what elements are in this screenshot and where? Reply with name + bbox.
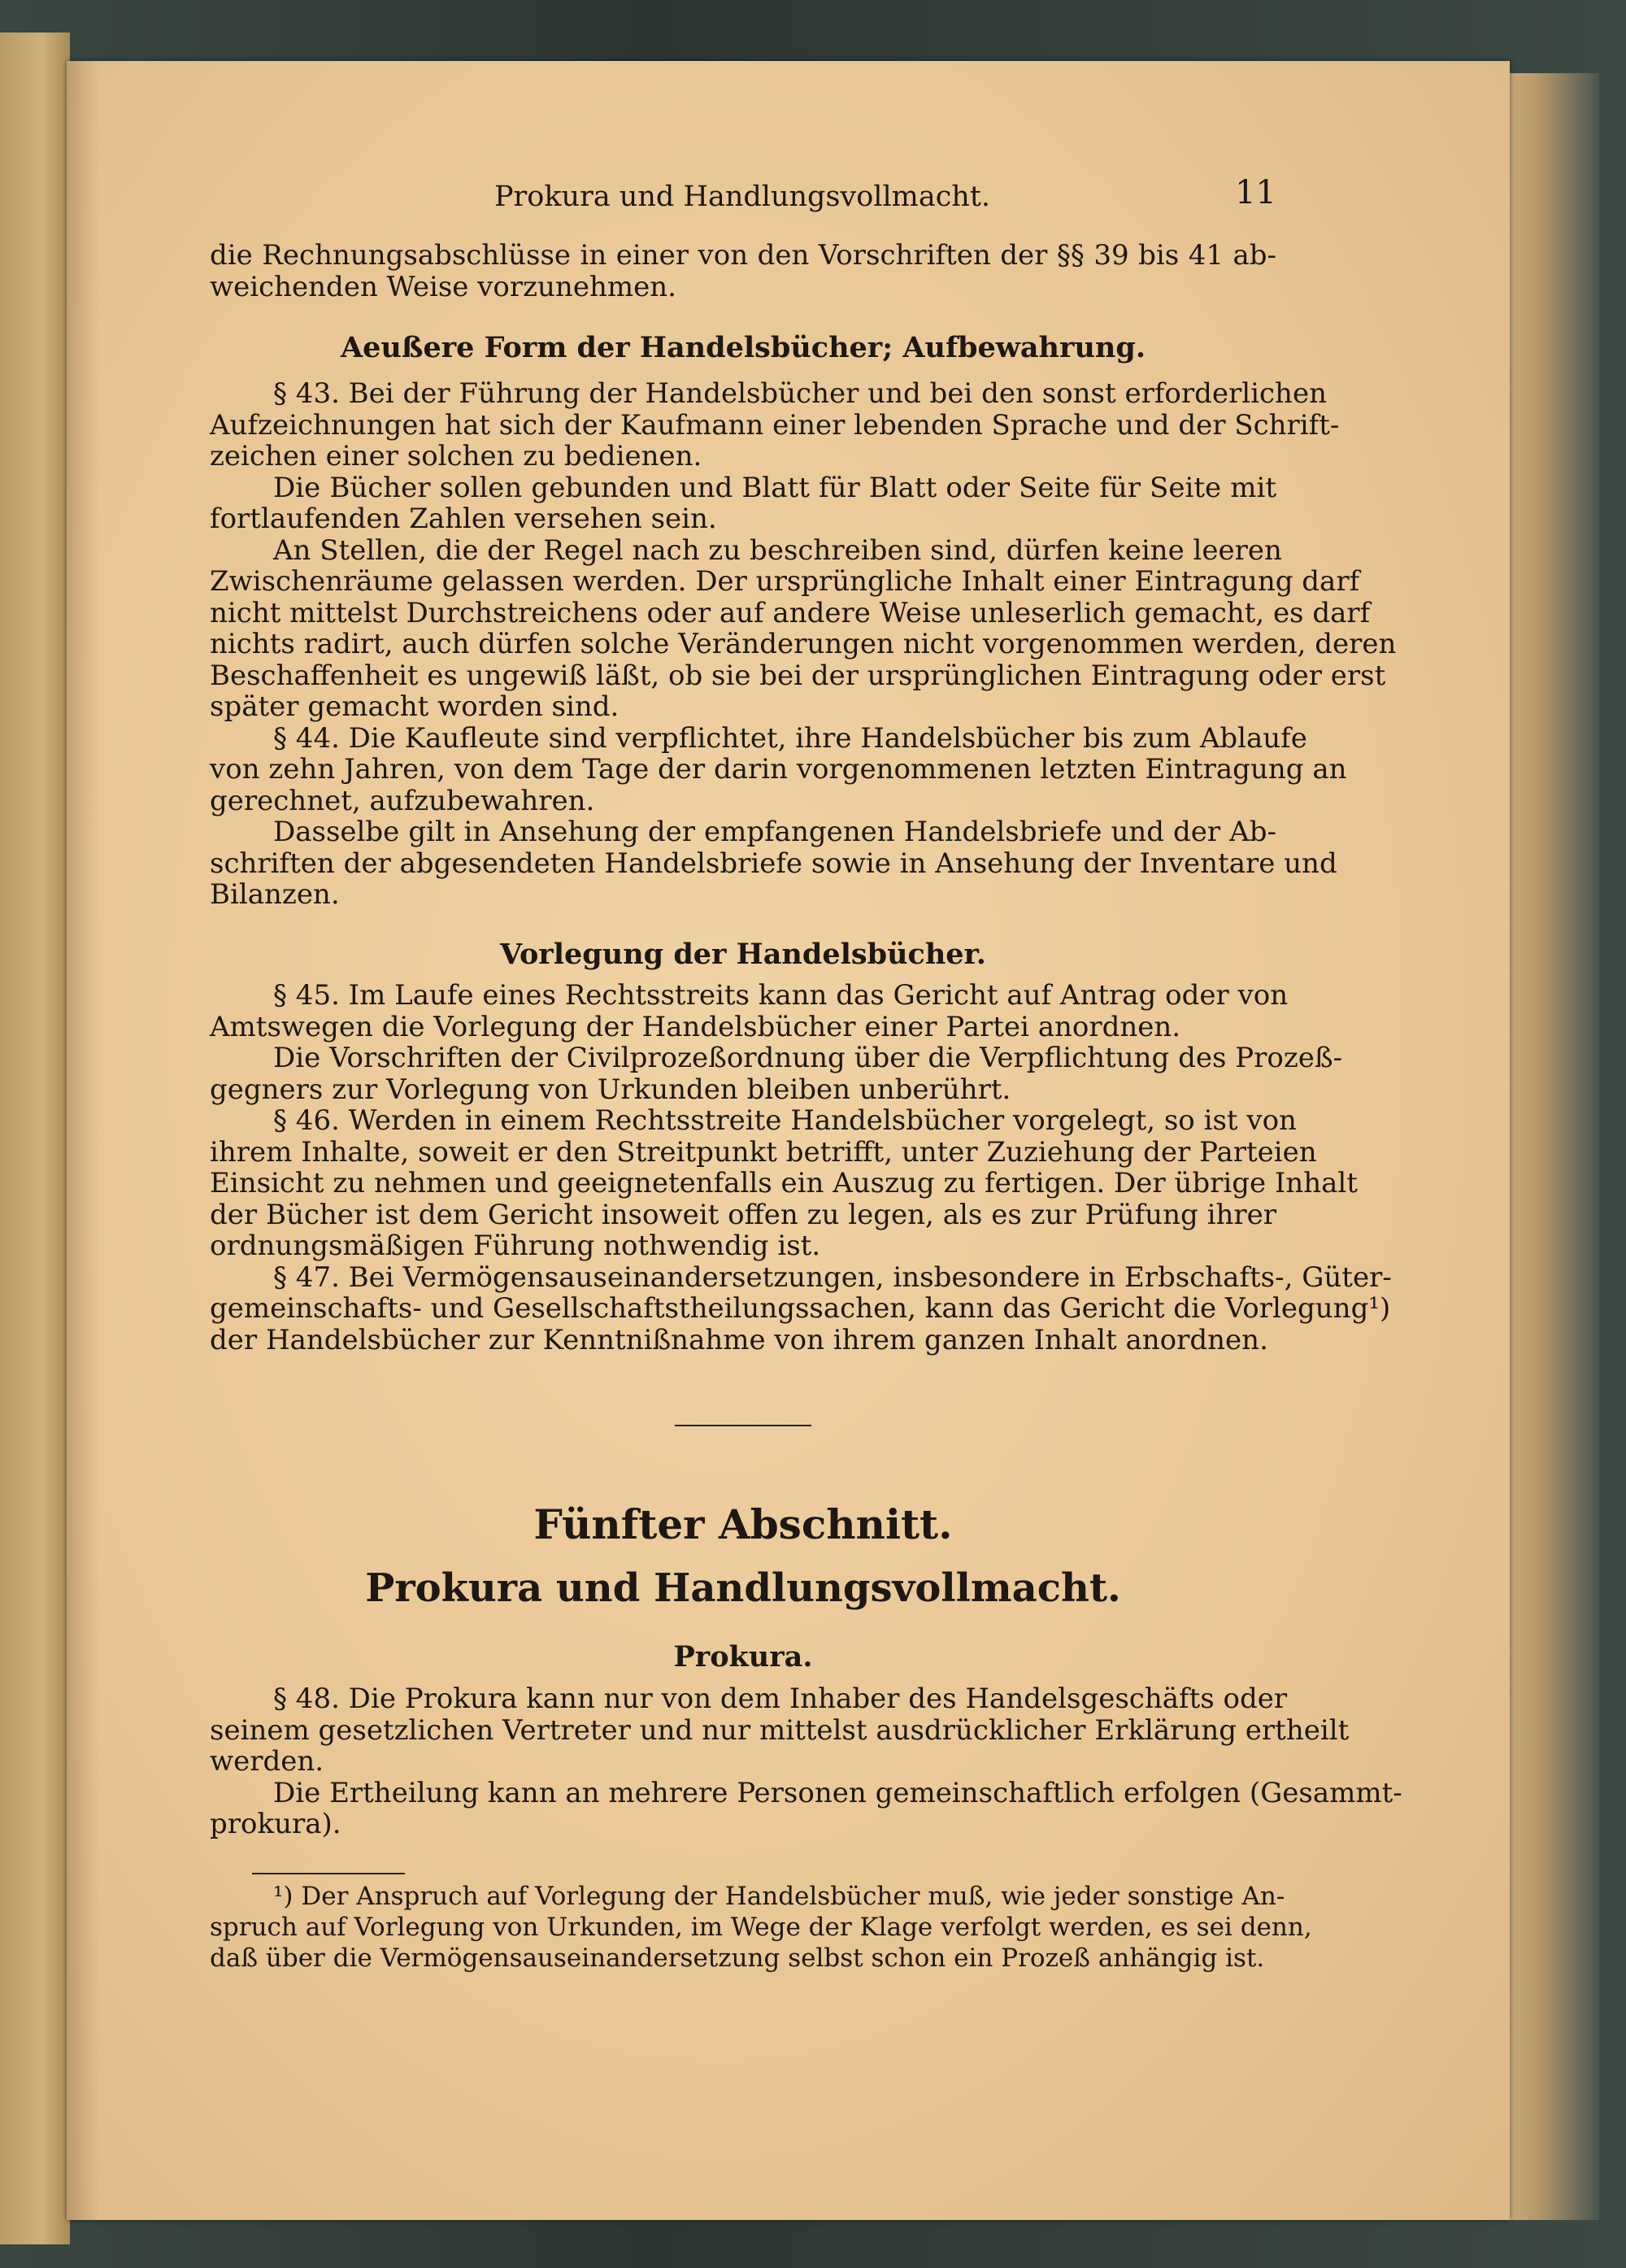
running-title: Prokura und Handlungsvollmacht. <box>494 181 991 213</box>
chapter-number: Fünfter Abschnitt. <box>533 1500 953 1548</box>
text-line: Die Vorschriften der Civilprozeßordnung über die Verpflichtung des Prozeß- <box>273 1042 1343 1074</box>
text-line: prokura). <box>210 1808 341 1840</box>
text-line: nichts radirt, auch dürfen solche Veränderungen nicht vorgenommen werden, deren <box>210 628 1397 660</box>
text-line: von zehn Jahren, von dem Tage der darin vorgenommenen letzten Eintragung an <box>210 753 1347 786</box>
text-line: schriften der abgesendeten Handelsbriefe sowie in Ansehung der Inventare und <box>210 847 1337 880</box>
text-line: An Stellen, die der Regel nach zu beschreiben sind, dürfen keine leeren <box>273 533 1282 567</box>
text-line: § 43. Bei der Führung der Handelsbücher und bei den sonst erforderlichen <box>273 377 1327 410</box>
text-line: § 46. Werden in einem Rechtsstreite Handelsbücher vorgelegt, so ist von <box>273 1104 1297 1137</box>
text-line: fortlaufenden Zahlen versehen sein. <box>210 503 717 535</box>
footnote-line: ¹) Der Anspruch auf Vorlegung der Handelsbücher muß, wie jeder sonstige An- <box>273 1882 1285 1911</box>
text-line: später gemacht worden sind. <box>210 690 620 723</box>
text-line: § 48. Die Prokura kann nur von dem Inhaber des Handelsgeschäfts oder <box>273 1682 1288 1715</box>
text-line: ihrem Inhalte, soweit er den Streitpunkt betrifft, unter Zuziehung der Parteien <box>210 1135 1317 1169</box>
text-line: § 45. Im Laufe eines Rechtsstreits kann das Gericht auf Antrag oder von <box>273 979 1289 1012</box>
text-line: der Handelsbücher zur Kenntnißnahme von ihrem ganzen Inhalt anordnen. <box>210 1323 1268 1356</box>
text-line: der Bücher ist dem Gericht insoweit offen zu legen, als es zur Prüfung ihrer <box>210 1198 1276 1231</box>
paragraphs-45-47 <box>210 979 1392 1356</box>
paragraph-43 <box>210 377 1397 911</box>
text-line: ordnungsmäßigen Führung nothwendig ist. <box>210 1230 821 1262</box>
section-heading-form: Aeußere Form der Handelsbücher; Aufbewahrung. <box>341 331 1146 364</box>
text-line: Beschaffenheit es ungewiß läßt, ob sie bei der ursprünglichen Eintragung oder erst <box>210 659 1386 692</box>
text-line: Amtswegen die Vorlegung der Handelsbücher einer Partei anordnen. <box>210 1010 1181 1043</box>
text-line: § 47. Bei Vermögensauseinandersetzungen, insbesondere in Erbschafts-, Güter- <box>273 1260 1392 1294</box>
chapter-title: Prokura und Handlungsvollmacht. <box>365 1565 1121 1611</box>
footnote-rule <box>252 1873 405 1874</box>
text-line: Dasselbe gilt in Ansehung der empfangenen Handelsbriefe und der Ab- <box>273 816 1276 848</box>
text-line: Die Ertheilung kann an mehrere Personen gemeinschaftlich erfolgen (Gesammt- <box>273 1776 1402 1809</box>
text-line: nicht mittelst Durchstreichens oder auf andere Weise unleserlich gemacht, es darf <box>210 596 1371 629</box>
text-line: Bilanzen. <box>210 878 340 911</box>
paragraph-48 <box>210 1682 1402 1840</box>
text-line: die Rechnungsabschlüsse in einer von den Vorschriften der §§ 39 bis 41 ab- <box>210 239 1276 272</box>
text-line: § 44. Die Kaufleute sind verpflichtet, ihre Handelsbücher bis zum Ablaufe <box>273 721 1307 755</box>
text-line: gerechnet, aufzubewahren. <box>210 784 595 817</box>
intro-paragraph <box>210 240 1276 303</box>
footnote-line: daß über die Vermögensauseinandersetzung selbst schon ein Prozeß anhängig ist. <box>210 1944 1265 1973</box>
text-line: Die Bücher sollen gebunden und Blatt für Blatt oder Seite für Seite mit <box>273 471 1276 504</box>
text-line: weichenden Weise vorzunehmen. <box>210 270 676 303</box>
page-gutter-shadow <box>67 61 99 2220</box>
text-line: Aufzeichnungen hat sich der Kaufmann einer lebenden Sprache und der Schrift- <box>210 408 1340 442</box>
text-line: werden. <box>210 1745 324 1778</box>
text-line: zeichen einer solchen zu bedienen. <box>210 440 702 472</box>
footnote <box>210 1881 1312 1974</box>
text-line: Einsicht zu nehmen und geeignetenfalls ein Auszug zu fertigen. Der übrige Inhalt <box>210 1167 1358 1199</box>
section-divider <box>675 1425 811 1426</box>
section-heading-prokura: Prokura. <box>673 1640 813 1674</box>
text-line: gegners zur Vorlegung von Urkunden bleiben unberührt. <box>210 1073 1011 1106</box>
left-page-edge <box>0 33 70 2244</box>
section-heading-vorlegung: Vorlegung der Handelsbücher. <box>500 938 986 971</box>
page-number: 11 <box>1235 174 1276 211</box>
text-line: seinem gesetzlichen Vertreter und nur mittelst ausdrücklicher Erklärung ertheilt <box>210 1713 1350 1747</box>
text-line: Zwischenräume gelassen werden. Der ursprüngliche Inhalt einer Eintragung darf <box>210 565 1360 598</box>
footnote-line: spruch auf Vorlegung von Urkunden, im Wege der Klage verfolgt werden, es sei denn, <box>210 1913 1312 1942</box>
text-line: gemeinschafts- und Gesellschaftstheilungssachen, kann das Gericht die Vorlegung¹) <box>210 1292 1391 1325</box>
right-page-stack <box>1510 73 1599 2220</box>
